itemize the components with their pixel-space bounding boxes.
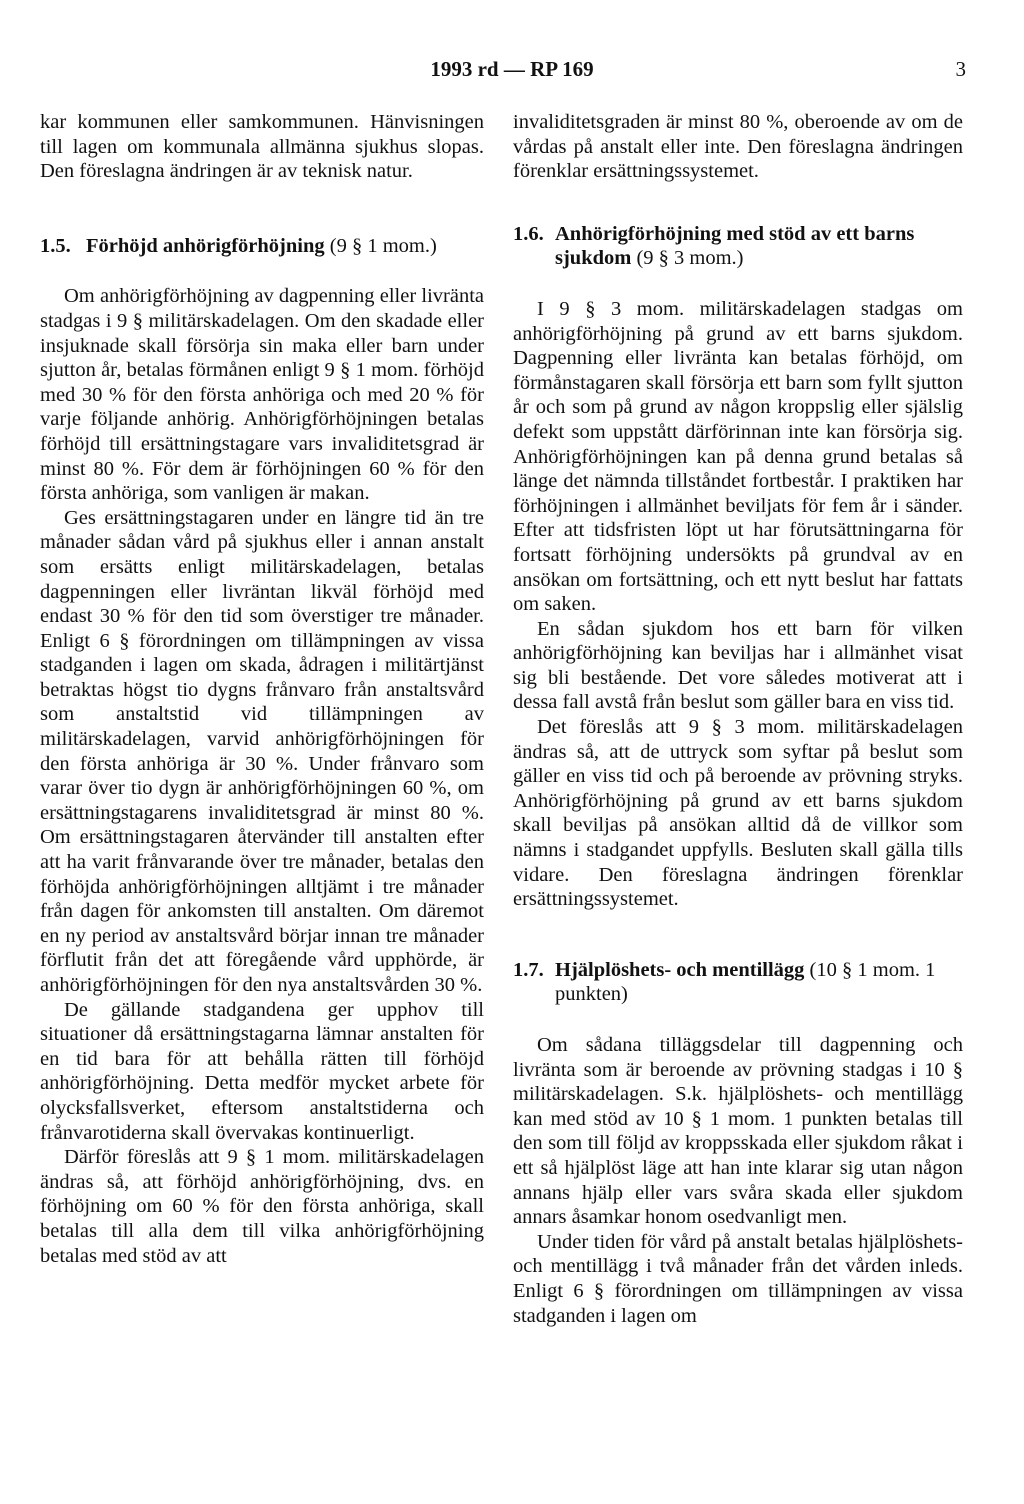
section-reference: (10 § 1 mom. 1 punkten) (555, 958, 936, 1006)
paragraph: I 9 § 3 mom. militärskadelagen stadgas om anhörigförhöjning på grund av ett barns sjukdom. Dagpenning eller livränta kan betalas förhöjd, om förmånstagaren skall försörja ett barn som fyllt sjutton år och som på grund av någon kroppslig eller själslig defekt som uppstått därförinnan inte kan försörja sig. Anhörigförhöjningen kan på denna grund betalas så länge det nämnda tillståndet fortbestår. I praktiken har förhöjningen i allmänhet beviljats för fem år i sänder. Efter att tidsfristen löpt ut har förutsättningarna för fortsatt förhöjning undersökts på grundval av en ansökan om fortsättning, och ett nytt beslut har fattats om saken. (513, 297, 963, 616)
header-title: 1993 rd — RP 169 (430, 57, 594, 81)
section-reference: (9 § 1 mom.) (324, 234, 437, 257)
paragraph: Om anhörigförhöjning av dagpenning eller livränta stadgas i 9 § militärskadelagen. Om den skadade eller insjuknade skall försörja sin maka eller barn under sjutton år, betalas förmånen enligt 9 § 1 mom. förhöjd med 30 % för den första anhöriga och med 20 % för varje följande anhörig. Anhörigförhöjningen betalas förhöjd till ersättningstagare vars invaliditetsgrad är minst 80 %. För dem är förhöjningen 60 % för den första anhöriga, som vanligen är makan. (40, 285, 484, 505)
section-reference: (9 § 3 mom.) (631, 247, 744, 270)
paragraph: Ges ersättningstagaren under en längre tid än tre månader sådan vård på sjukhus eller i annan anstalt som ersätts enligt militärskadelagen, betalas dagpenningen eller livräntan likväl förhöjd med endast 30 % för den tid som överstiger tre månader. Enligt 6 § förordningen om tillämpningen av vissa stadganden i lagen om skada, ådragen i militärtjänst betraktas högst tio dygns frånvaro från anstaltsvård som anstaltstid vid tillämpningen av militärskadelagen, varvid anhörigförhöjningen för den första anhöriga är 30 %. Under frånvaro som varar över tio dygn är anhörigförhöjningen 60 %, om ersättningstagarens invaliditetsgrad är minst 80 %. Om ersättningstagaren återvänder till anstalten efter att ha varit frånvarande över tre månader, betalas den förhöjda anhörigförhöjningen alltjämt i tre månader från dagen för ankomsten till anstalten. Om däremot en ny period av anstaltsvård börjar innan tre månader förflutit från det att föregående vård upphörde, är anhörigförhöjningen för den nya anstaltsvården 30 %. (40, 506, 484, 996)
section-heading-1-7 (513, 958, 963, 1007)
section-title-wrap (86, 234, 484, 259)
section-number: 1.5. (40, 234, 71, 257)
paragraph: Om sådana tilläggsdelar till dagpenning och livränta som är beroende av prövning stadgas i 10 § militärskadelagen. S.k. hjälplöshets- och mentillägg kan med stöd av 10 § 1 mom. 1 punkten betalas till den som till följd av kroppsskada eller sjukdom råkat i ett så hjälplöst läge att han inte klarar sig utan någon annans hjälp eller vars svåra skada eller sjukdom annars åsamkar honom osedvanligt men. (513, 1034, 963, 1229)
section-heading-1-6 (513, 222, 963, 271)
paragraph: kar kommunen eller samkommunen. Hänvisningen till lagen om kommunala allmänna sjukhus slopas. Den föreslagna ändringen är av teknisk natur. (40, 111, 484, 183)
paragraph: Därför föreslås att 9 § 1 mom. militärskadelagen ändras så, att förhöjd anhörigförhöjning, dvs. en förhöjning om 60 % för den första anhöriga, skall betalas till alla dem till vilka anhörigförhöjning betalas med stöd av att (40, 1146, 484, 1267)
section-title: Hjälplöshets- och mentillägg (555, 958, 805, 981)
page-number: 3 (955, 57, 966, 81)
section-number: 1.6. (513, 222, 544, 245)
section-title: Anhörigförhöjning med stöd av ett barns sjukdom (555, 222, 915, 270)
section-heading-1-5 (40, 234, 484, 259)
paragraph: Det föreslås att 9 § 3 mom. militärskadelagen ändras så, att de uttryck som syftar på beslut som gäller en viss tid och på beroende av prövning stryks. Anhörigförhöjning på grund av ett barns sjukdom skall beviljas på ansökan alltid då de villkor som nämns i stadgandet uppfylls. Besluten skall gälla tills vidare. Den föreslagna ändringen förenklar ersättningssystemet. (513, 716, 963, 911)
section-title-wrap (555, 958, 963, 1007)
left-column (40, 110, 484, 1268)
paragraph: invaliditetsgraden är minst 80 %, oberoende av om de vårdas på anstalt eller inte. Den föreslagna ändringen förenklar ersättningssystemet. (513, 111, 963, 183)
running-header (0, 55, 1024, 87)
section-title: Förhöjd anhörigförhöjning (86, 234, 325, 257)
paragraph: De gällande stadgandena ger upphov till situationer då ersättningstagarna lämnar anstalten för en tid bara för att behålla rätten till förhöjd anhörigförhöjning. Detta medför mycket arbete för olycksfallsverket, eftersom anstaltstiderna och frånvarotiderna skall övervakas kontinuerligt. (40, 998, 484, 1144)
paragraph: En sådan sjukdom hos ett barn för vilken anhörigförhöjning kan beviljas har i allmänhet visat sig bli bestående. Det vore således motiverat att i dessa fall avstå från beslut som gäller bara en viss tid. (513, 617, 963, 714)
paragraph: Under tiden för vård på anstalt betalas hjälplöshets- och mentillägg i två månader från det vården inleds. Enligt 6 § förordningen om tillämpningen av vissa stadganden i lagen om (513, 1230, 963, 1327)
section-number: 1.7. (513, 958, 544, 981)
section-title-wrap (555, 222, 963, 271)
right-column (513, 110, 963, 1328)
